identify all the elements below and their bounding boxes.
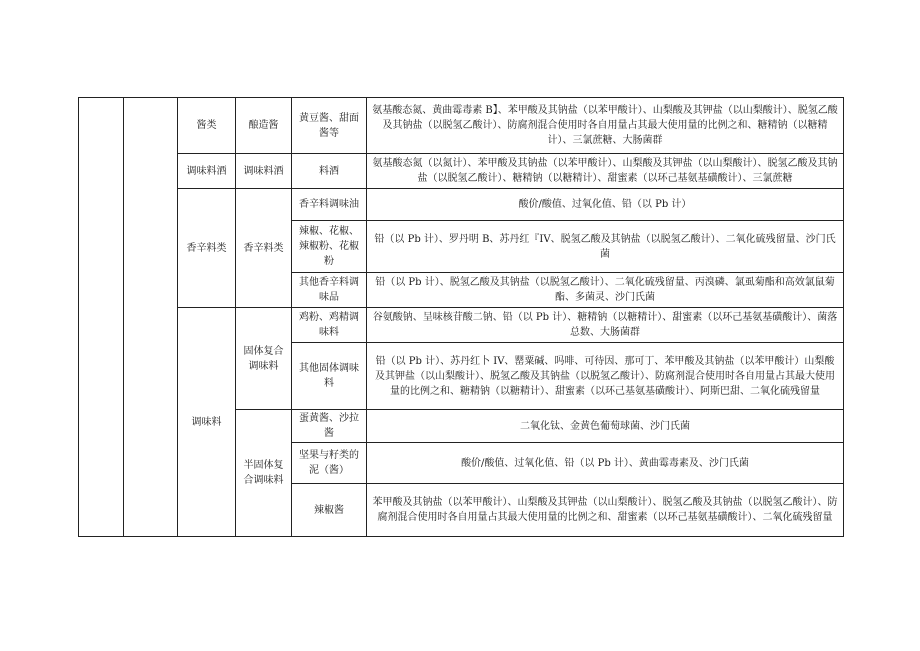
empty-cell-col1	[79, 98, 124, 537]
requirement-cell: 铅（以 Pb 计）、苏丹红卜 IV、罂粟碱、吗啡、可待因、那可丁、苯甲酸及其钠盐（以苯甲酸计）山梨酸及其钾盐（以山梨酸计）、脱氢乙酸及其钠盐（以脱氢乙酸计）、防腐剂混合使用时各自用量占其最大使用量的比例之和、糖精钠（以糖精计）、甜蜜素（以环己基氨基磺酸计）、阿斯巴甜、二氧化硫残留量	[367, 343, 844, 410]
item-cell: 料酒	[292, 154, 367, 189]
empty-cell-col2	[124, 98, 178, 537]
category-cell: 调味料	[178, 308, 236, 537]
item-cell: 蛋黄酱、沙拉酱	[292, 410, 367, 443]
requirement-cell: 铅（以 Pb 计）、罗丹明 B、苏丹红『IV、脱氢乙酸及其钠盐（以脱氢乙酸计）、二氧化硫残留量、沙门氏菌	[367, 221, 844, 273]
item-cell: 其他固体调味料	[292, 343, 367, 410]
requirement-cell: 二氧化钛、金黄色葡萄球菌、沙门氏菌	[367, 410, 844, 443]
inspection-items-table	[78, 97, 844, 537]
subcategory-cell: 固体复合调味料	[236, 308, 292, 410]
requirement-cell: 酸价/酸值、过氧化值、铅（以 Pb 计）	[367, 189, 844, 221]
requirement-cell: 谷氨酸钠、呈味核苷酸二钠、铅（以 Pb 计）、糖精钠（以糖精计）、甜蜜素（以环己基氨基磺酸计）、菌落总数、大肠菌群	[367, 308, 844, 343]
item-cell: 辣椒酱	[292, 484, 367, 537]
item-cell: 鸡粉、鸡精调味料	[292, 308, 367, 343]
item-cell: 坚果与籽类的泥（酱）	[292, 443, 367, 484]
category-cell: 调味料酒	[178, 154, 236, 189]
table-row	[79, 308, 844, 343]
table-row	[79, 154, 844, 189]
subcategory-cell: 香辛料类	[236, 189, 292, 308]
category-cell: 酱类	[178, 98, 236, 154]
subcategory-cell: 调味料酒	[236, 154, 292, 189]
requirement-cell: 氨基酸态氮、黄曲霉毒素 B】、苯甲酸及其钠盐（以苯甲酸计）、山梨酸及其钾盐（以山梨酸计）、脱氢乙酸及其钠盐（以脱氢乙酸计）、防腐剂混合使用时各自用量占其最大使用量的比例之和、糖精钠（以糖精计）、三氯蔗糖、大肠菌群	[367, 98, 844, 154]
subcategory-cell: 半固体复合调味料	[236, 410, 292, 537]
item-cell: 其他香辛料调味品	[292, 273, 367, 308]
table-row	[79, 98, 844, 154]
requirement-cell: 铅（以 Pb 计）、脱氢乙酸及其钠盐（以脱氢乙酸计）、二氧化硫残留量、丙溴磷、氯虱菊酯和高效氯鼠菊酯、多菌灵、沙门氏菌	[367, 273, 844, 308]
item-cell: 辣椒、花椒、辣椒粉、花椒粉	[292, 221, 367, 273]
item-cell: 香辛料调味油	[292, 189, 367, 221]
requirement-cell: 苯甲酸及其钠盐（以苯甲酸计）、山梨酸及其钾盐（以山梨酸计）、脱氢乙酸及其钠盐（以脱氢乙酸计）、防腐剂混合使用时各自用量占其最大使用量的比例之和、甜蜜素（以环己基氨基磺酸计）、二氧化硫残留量	[367, 484, 844, 537]
requirement-cell: 酸价/酸值、过氧化值、铅（以 Pb 计）、黄曲霉毒素及、沙门氏菌	[367, 443, 844, 484]
subcategory-cell: 酿造酱	[236, 98, 292, 154]
table-row	[79, 189, 844, 221]
item-cell: 黄豆酱、甜面酱等	[292, 98, 367, 154]
requirement-cell: 氨基酸态氮（以氮计）、苯甲酸及其钠盐（以苯甲酸计）、山梨酸及其钾盐（以山梨酸计）、脱氢乙酸及其钠盐（以脱氢乙酸计）、糖精钠（以糖精计）、甜蜜素（以环己基氨基磺酸计）、三氯蔗糖	[367, 154, 844, 189]
category-cell: 香辛料类	[178, 189, 236, 308]
